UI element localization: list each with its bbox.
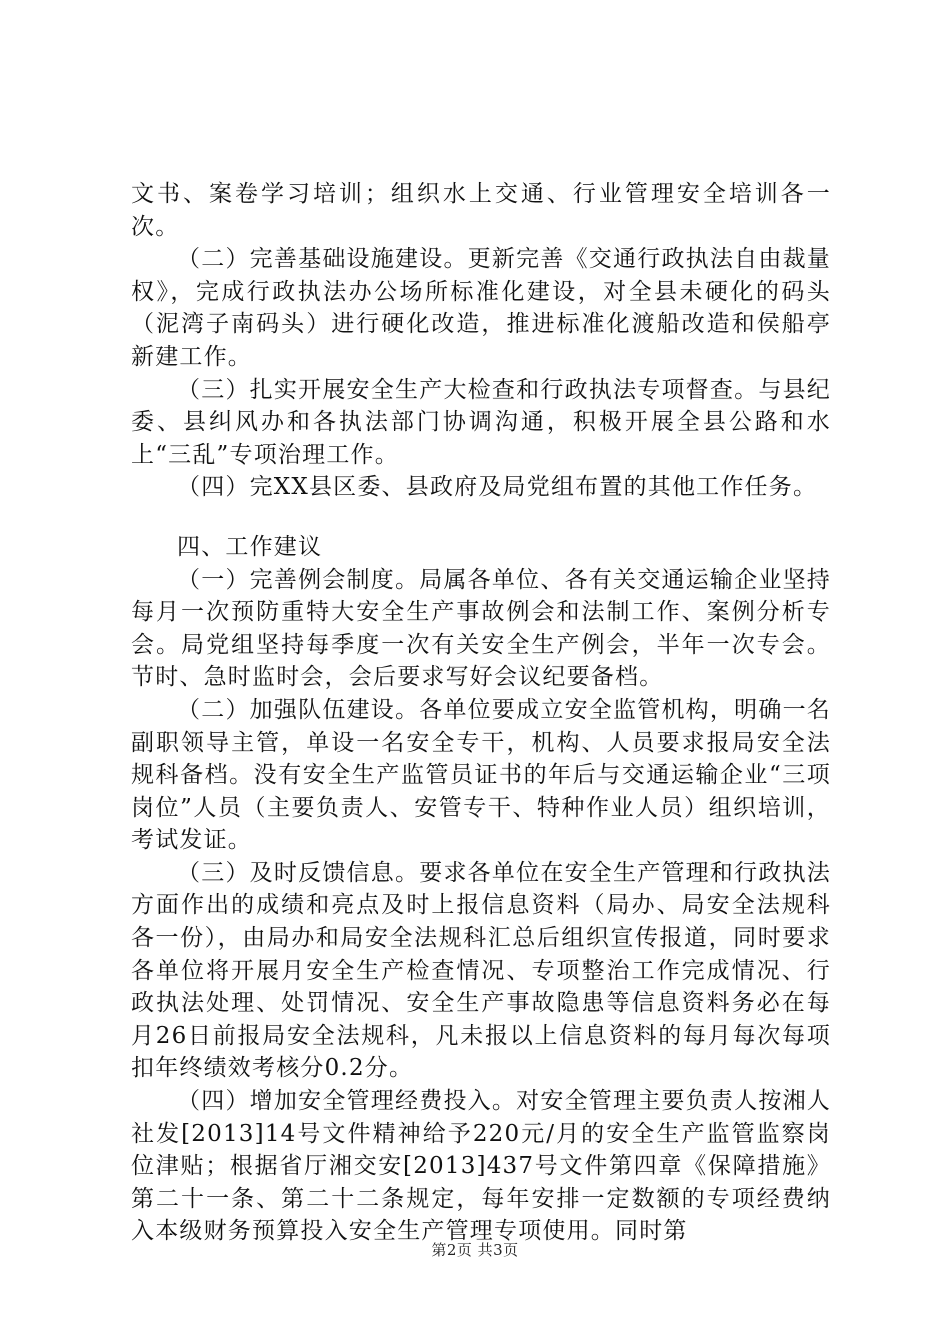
page-number-footer: 第2页 共3页 bbox=[431, 1241, 519, 1259]
document-body bbox=[131, 178, 831, 1248]
paragraph-item-4-4: （四）增加安全管理经费投入。对安全管理主要负责人按湘人社发[2013]14号文件精神给予220元/月的安全生产监管监察岗位津贴；根据省厅湘交安[2013]437号文件第四章《保障措施》第二十一条、第二十二条规定，每年安排一定数额的专项经费纳入本级财务预算投入安全生产管理专项使用。同时第 bbox=[131, 1088, 831, 1245]
section-heading-work-suggestions: 四、工作建议 bbox=[177, 533, 323, 560]
paragraph-item-4-1: （一）完善例会制度。局属各单位、各有关交通运输企业坚持每月一次预防重特大安全生产事故例会和法制工作、案例分析专会。局党组坚持每季度一次有关安全生产例会，半年一次专会。节时、急时监时会，会后要求写好会议纪要备档。 bbox=[131, 566, 831, 691]
paragraph-item-4-3: （三）及时反馈信息。要求各单位在安全生产管理和行政执法方面作出的成绩和亮点及时上报信息资料（局办、局安全法规科各一份），由局办和局安全法规科汇总后组织宣传报道，同时要求各单位将开展月安全生产检查情况、专项整治工作完成情况、行政执法处理、处罚情况、安全生产事故隐患等信息资料务必在每月26日前报局安全法规科，凡未报以上信息资料的每月每次每项扣年终绩效考核分0.2分。 bbox=[131, 859, 831, 1082]
paragraph-item-3-4: （四）完XX县区委、县政府及局党组布置的其他工作任务。 bbox=[177, 474, 818, 501]
paragraph-continuation: 文书、案卷学习培训；组织水上交通、行业管理安全培训各一次。 bbox=[131, 181, 831, 240]
paragraph-item-3-3: （三）扎实开展安全生产大检查和行政执法专项督查。与县纪委、县纠风办和各执法部门协调沟通，积极开展全县公路和水上“三乱”专项治理工作。 bbox=[131, 376, 831, 468]
paragraph-item-3-2: （二）完善基础设施建设。更新完善《交通行政执法自由裁量权》，完成行政执法办公场所标准化建设，对全县未硬化的码头（泥湾子南码头）进行硬化改造，推进标准化渡船改造和侯船亭新建工作。 bbox=[131, 246, 831, 370]
paragraph-item-4-2: （二）加强队伍建设。各单位要成立安全监管机构，明确一名副职领导主管，单设一名安全专干，机构、人员要求报局安全法规科备档。没有安全生产监管员证书的年后与交通运输企业“三项岗位”人员（主要负责人、安管专干、特种作业人员）组织培训，考试发证。 bbox=[131, 696, 831, 854]
